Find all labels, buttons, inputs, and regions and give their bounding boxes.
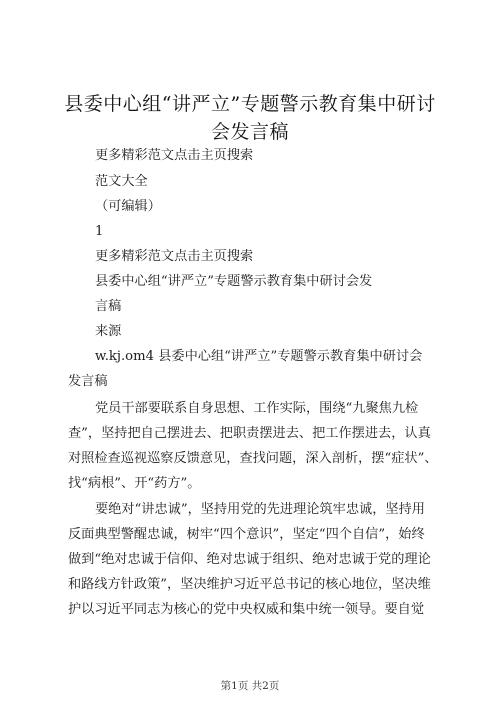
paragraph-line: 对照检查巡视巡察反馈意见，查找问题，深入剖析，摆“症状”、: [68, 451, 438, 466]
body-line: 更多精彩范文点击主页搜索: [95, 148, 254, 163]
body-line: 范文大全: [95, 174, 148, 189]
body-line: 1: [95, 224, 104, 239]
paragraph-line: 找“病根”、开“药方”。: [68, 476, 201, 491]
body-line: 言稿: [95, 299, 122, 314]
paragraph-line: 反面典型警醒忠诚，树牢“四个意识”，坚定“四个自信”，始终: [68, 527, 425, 542]
document-title-line-1: 县委中心组“讲严立”专题警示教育集中研讨: [64, 93, 436, 115]
paragraph-line: 要绝对“讲忠诚”，坚持用党的先进理论筑牢忠诚，坚持用: [95, 502, 425, 517]
paragraph-line: 和路线方针政策”，坚决维护习近平总书记的核心地位，坚决维: [68, 577, 431, 592]
paragraph-line: 护以习近平同志为核心的党中央权威和集中统一领导。要自觉: [68, 602, 425, 617]
body-line: 来源: [95, 324, 122, 339]
paragraph-line: 查”，坚持把自己摆进去、把职责摆进去、把工作摆进去，认真: [68, 426, 431, 441]
page-footer: 第1页 共2页: [220, 680, 280, 692]
body-line: 县委中心组“讲严立”专题警示教育集中研讨会发: [95, 274, 373, 289]
paragraph-line: 党员干部要联系自身思想、工作实际，围绕“九聚焦九检: [95, 401, 419, 416]
body-line: 发言稿: [68, 374, 108, 389]
paragraph-line: 做到“绝对忠诚于信仰、绝对忠诚于组织、绝对忠诚于党的理论: [68, 552, 431, 567]
body-line: w.kj.om4 县委中心组“讲严立”专题警示教育集中研讨会: [95, 349, 423, 364]
document-title-line-2: 会发言稿: [210, 121, 289, 143]
body-line: 更多精彩范文点击主页搜索: [95, 249, 254, 264]
body-line: （可编辑）: [95, 199, 161, 214]
